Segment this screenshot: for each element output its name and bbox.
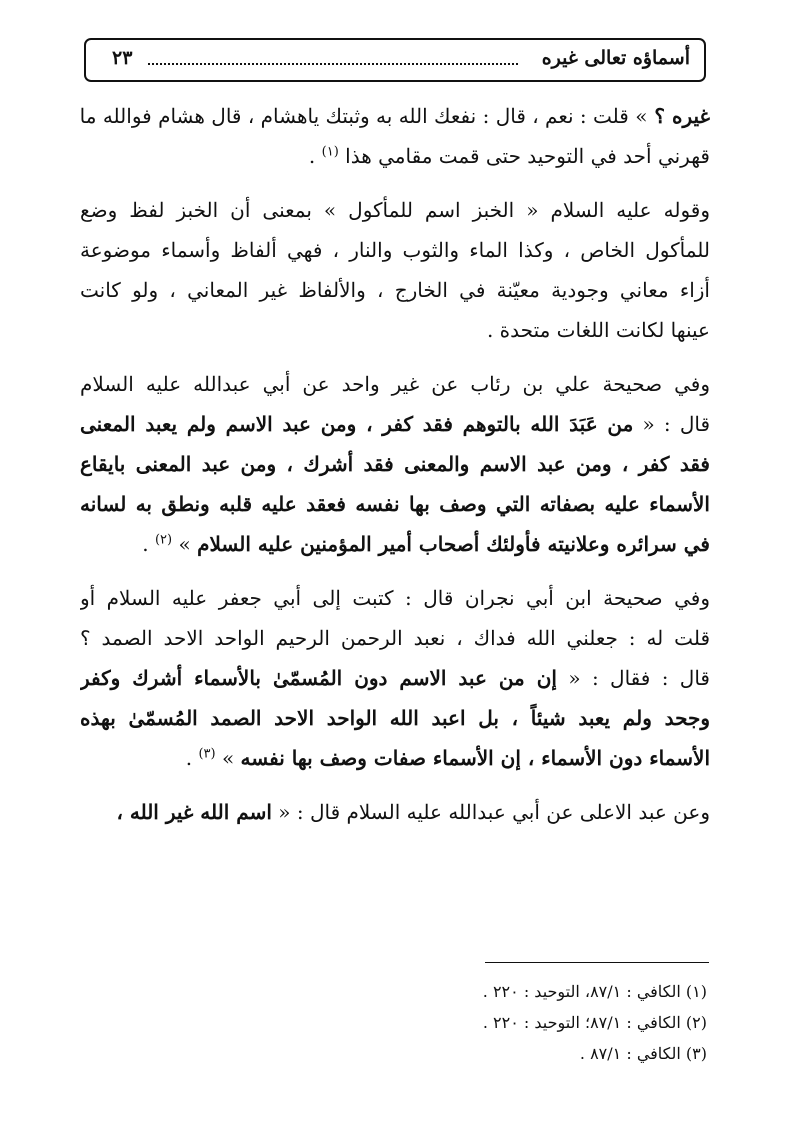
text-run: وفي صحيحة علي بن رئاب عن غير واحد عن أبي عبدالله عليه السلام — [80, 372, 710, 396]
text-run: للمأكول الخاص ، وكذا الماء والثوب والنار ، فهي ألفاظ وأسماء موضوعة — [80, 238, 710, 262]
text-line — [80, 658, 710, 698]
footnote-separator — [485, 962, 709, 963]
text-run: عينها لكانت اللغات متحدة . — [486, 318, 710, 342]
footnote-ref: (٢) — [154, 532, 173, 548]
text-run: » — [172, 532, 198, 556]
quoted-hadith-text: إن من عبد الاسم دون المُسمّىٰ بالأسماء أشرك وكفر — [80, 666, 557, 690]
running-title: أسماؤه تعالى غيره — [541, 47, 690, 69]
text-run: قهرني أحد في التوحيد حتى قمت مقامي هذا — [338, 144, 710, 168]
quoted-hadith-text: من عَبَدَ الله بالتوهم فقد كفر ، ومن عبد الاسم ولم يعبد المعنى — [80, 412, 634, 436]
text-run: قال : فقال : « — [556, 666, 710, 690]
text-line — [80, 136, 710, 176]
text-run: أزاء معاني وجودية معيّنة في الخارج ، والألفاظ غير المعاني ، ولو كانت — [80, 278, 710, 302]
text-line — [80, 96, 710, 136]
footnote-1: (١) الكافي : ٨٧/١، التوحيد : ٢٢٠ . — [482, 982, 707, 1001]
quoted-hadith-text: وجحد ولم يعبد شيئاً ، بل اعبد الله الواحد الاحد الصمد المُسمّىٰ بهذه — [80, 706, 710, 730]
quoted-hadith-text: الأسماء عليه بصفاته التي وصف بها نفسه فعقد عليه قلبه ونطق به لسانه — [80, 492, 710, 516]
footnote-ref: (٣) — [198, 746, 216, 762]
text-run: وعن عبد الاعلى عن أبي عبدالله عليه السلام قال : « — [271, 800, 710, 824]
paragraph-3 — [80, 364, 710, 564]
paragraph-4 — [80, 578, 710, 778]
text-run: . — [308, 144, 322, 168]
leader-dots — [148, 63, 518, 65]
text-line — [80, 310, 710, 350]
quoted-hadith-text: غيره ؟ — [647, 104, 710, 128]
text-line — [80, 484, 710, 524]
text-line — [80, 230, 710, 270]
quoted-hadith-text: فقد كفر ، ومن عبد الاسم والمعنى فقد أشرك ، ومن عبد المعنى بايقاع — [80, 452, 710, 476]
text-line — [80, 404, 710, 444]
quoted-hadith-text: في سرائره وعلانيته فأولئك أصحاب أمير المؤمنين عليه السلام — [197, 532, 710, 556]
text-line — [80, 270, 710, 310]
text-line — [80, 578, 710, 618]
text-run: قلت له : جعلني الله فداك ، نعبد الرحمن الرحيم الواحد الاحد الصمد ؟ — [80, 626, 710, 650]
footnote-3: (٣) الكافي : ٨٧/١ . — [579, 1044, 707, 1063]
quoted-hadith-text: الأسماء دون الأسماء ، إن الأسماء صفات وصف بها نفسه — [240, 746, 710, 770]
paragraph-1 — [80, 96, 710, 176]
footnote-ref: (١) — [321, 144, 339, 160]
text-line — [80, 524, 710, 564]
text-line — [80, 618, 710, 658]
text-line — [80, 190, 710, 230]
text-run: » قلت : نعم ، قال : نفعك الله به وثبتك ياهشام ، قال هشام فوالله ما — [80, 104, 648, 128]
main-text — [80, 96, 710, 832]
running-header — [84, 38, 706, 82]
text-line — [80, 364, 710, 404]
text-line — [80, 738, 710, 778]
quoted-hadith-text: اسم الله غير الله ، — [116, 800, 272, 824]
page-number: ٢٣ — [112, 47, 133, 69]
footnotes — [287, 976, 707, 1069]
text-line — [80, 792, 710, 832]
text-line — [80, 698, 710, 738]
text-run: وفي صحيحة ابن أبي نجران قال : كتبت إلى أبي جعفر عليه السلام أو — [80, 586, 710, 610]
text-run: وقوله عليه السلام « الخبز اسم للمأكول » بمعنى أن الخبز لفظ وضع — [80, 198, 710, 222]
footnote-2: (٢) الكافي : ٨٧/١؛ التوحيد : ٢٢٠ . — [482, 1013, 707, 1032]
text-run: . — [185, 746, 199, 770]
paragraph-5 — [80, 792, 710, 832]
text-run: قال : « — [633, 412, 710, 436]
text-run: » — [215, 746, 241, 770]
text-line — [80, 444, 710, 484]
paragraph-2 — [80, 190, 710, 350]
text-run: . — [142, 532, 155, 556]
